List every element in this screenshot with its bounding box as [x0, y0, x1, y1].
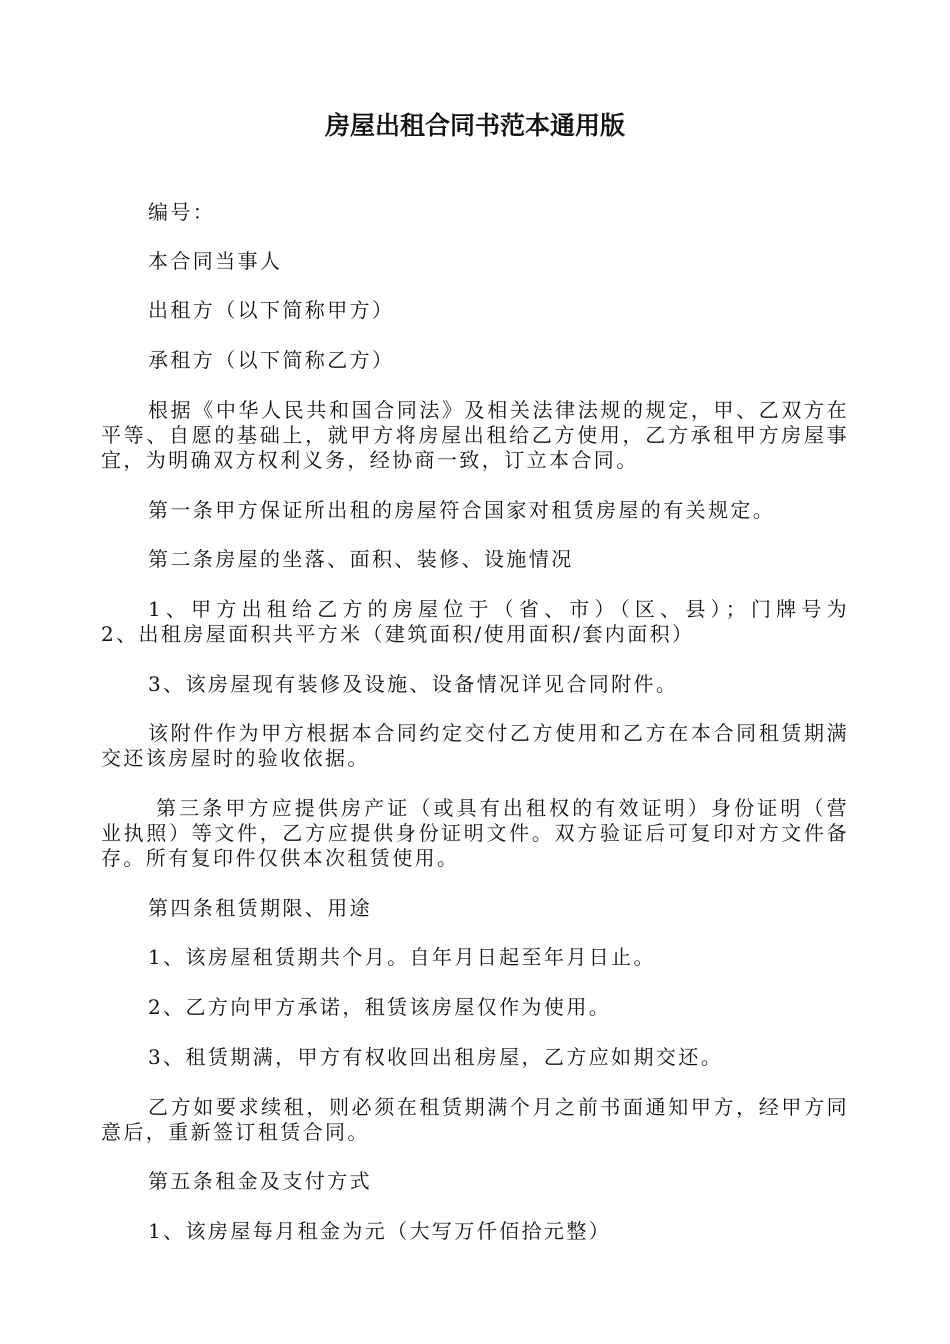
- lessee-line: 承租方（以下简称乙方）: [148, 348, 395, 372]
- article-5-heading: 第五条租金及支付方式: [148, 1169, 372, 1193]
- article-1: 第一条甲方保证所出租的房屋符合国家对租赁房屋的有关规定。: [148, 498, 776, 522]
- document-title: 房屋出租合同书范本通用版: [324, 111, 625, 140]
- article-4-heading: 第四条租赁期限、用途: [148, 896, 372, 920]
- article-2-item-1: 1、甲方出租给乙方的房屋位于（省、市）（区、县）；门牌号为: [148, 597, 849, 621]
- article-2-item-2: 2、出租房屋面积共平方米（建筑面积/使用面积/套内面积）: [101, 622, 695, 646]
- article-2-item-3: 3、该房屋现有装修及设施、设备情况详见合同附件。: [148, 672, 679, 696]
- serial-number-label: 编号：: [148, 200, 216, 224]
- article-2-heading: 第二条房屋的坐落、面积、装修、设施情况: [148, 547, 574, 571]
- attachment-note-paragraph: 该附件作为甲方根据本合同约定交付乙方使用和乙方在本合同租赁期满交还该房屋时的验收依据。: [101, 721, 849, 770]
- preamble-paragraph: 根据《中华人民共和国合同法》及相关法律法规的规定，甲、乙双方在平等、自愿的基础上，就甲方将房屋出租给乙方使用，乙方承租甲方房屋事宜，为明确双方权利义务，经协商一致，订立本合同。: [101, 398, 849, 472]
- article-4-item-3: 3、租赁期满，甲方有权收回出租房屋，乙方应如期交还。: [148, 1045, 724, 1069]
- renewal-paragraph: 乙方如要求续租，则必须在租赁期满个月之前书面通知甲方，经甲方同意后，重新签订租赁合同。: [101, 1095, 849, 1144]
- article-5-item-1: 1、该房屋每月租金为元（大写万仟佰拾元整）: [148, 1219, 612, 1243]
- parties-heading: 本合同当事人: [148, 249, 283, 273]
- lessor-line: 出租方（以下简称甲方）: [148, 298, 395, 322]
- article-4-item-2: 2、乙方向甲方承诺，租赁该房屋仅作为使用。: [148, 995, 612, 1019]
- article-3-paragraph: 第三条甲方应提供房产证（或具有出租权的有效证明）身份证明（营业执照）等文件，乙方应提供身份证明文件。双方验证后可复印对方文件备存。所有复印件仅供本次租赁使用。: [101, 796, 849, 870]
- article-4-item-1: 1、该房屋租赁期共个月。自年月日起至年月日止。: [148, 945, 656, 969]
